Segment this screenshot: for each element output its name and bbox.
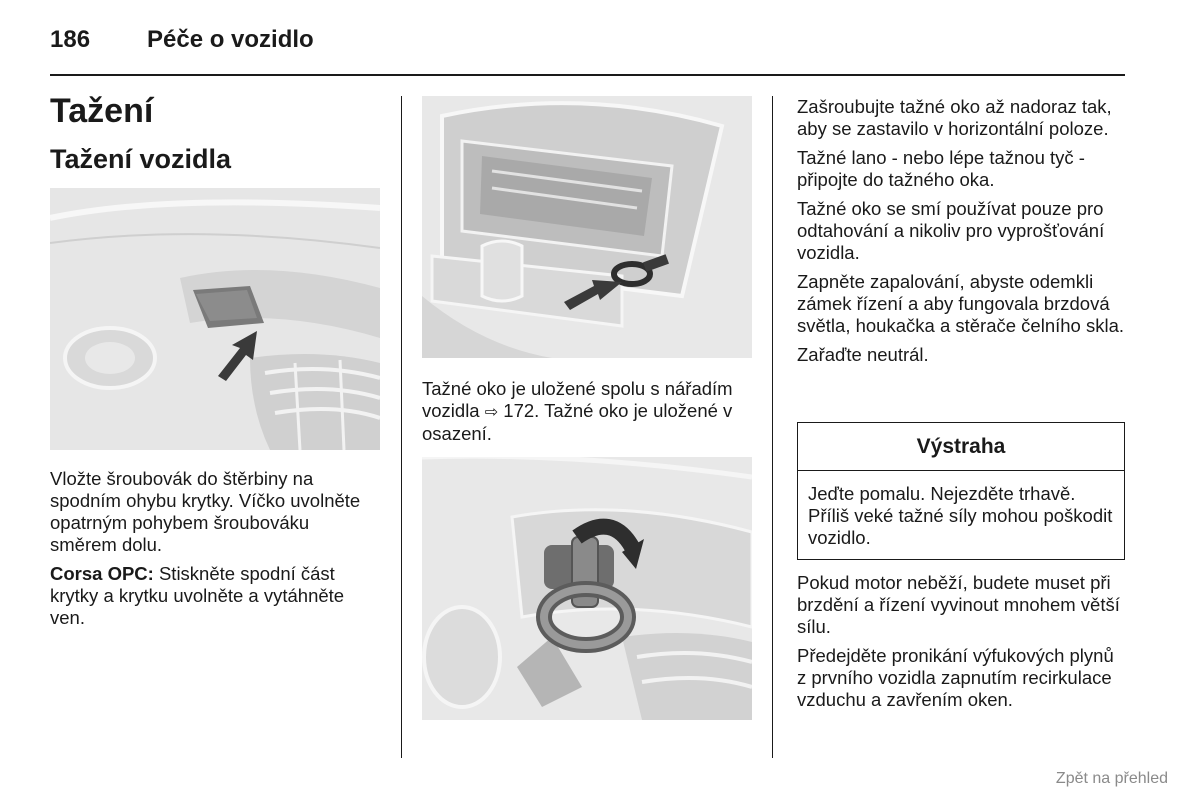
bumper-cover-illustration [50, 188, 380, 450]
opc-label: Corsa OPC: [50, 563, 154, 584]
ignition-paragraph: Zapněte zapalování, abyste odemkli zámek řízení a aby fungovala brzdová světla, houkačka a stěrače čelního skla. [797, 271, 1125, 336]
usage-paragraph: Tažné oko se smí používat pouze pro odtahování a nikoliv pro vyprošťování vozidla. [797, 198, 1105, 263]
section-title: Péče o vozidlo [147, 26, 314, 53]
subsection-title: Tažení vozidla [50, 144, 232, 174]
instruction-paragraph: Vložte šroubovák do štěrbiny na spodním ohybu krytky. Víčko uvolněte opatrným pohybem šroubováku směrem dolu. [50, 468, 361, 555]
toolkit-caption: Tažné oko je uložené spolu s nářadím vozidla ⇨ 172. Tažné oko je uložené v osazení. [422, 378, 733, 444]
tool-kit-illustration [422, 96, 752, 358]
column3-text-top [797, 96, 1127, 373]
screw-in-paragraph: Zašroubujte tažné oko až nadoraz tak, aby se zastavilo v horizontální poloze. [797, 96, 1112, 139]
column3-text-bottom [797, 572, 1127, 718]
opc-paragraph [50, 563, 380, 629]
engine-off-paragraph: Pokud motor neběží, budete muset při brzdění a řízení vyvinout mnohem větší sílu. [797, 572, 1120, 637]
opc-text: Stiskněte spodní část krytky a krytku uvolněte a vytáhněte ven. [50, 563, 345, 628]
exhaust-paragraph: Předejděte pronikání výfukových plynů z prvního vozidla zapnutím recirkulace vzduchu a zavřením oken. [797, 645, 1114, 710]
warning-title: Výstraha [798, 423, 1124, 471]
page-reference-arrow-icon: ⇨ [484, 402, 499, 421]
page-reference[interactable]: 172 [498, 400, 535, 421]
towing-eye-illustration [422, 457, 752, 720]
column1-text [50, 468, 380, 636]
page-number: 186 [50, 26, 91, 53]
rope-paragraph: Tažné lano - nebo lépe tažnou tyč - připojte do tažného oka. [797, 147, 1085, 190]
column-divider-right [772, 96, 773, 758]
neutral-paragraph: Zařaďte neutrál. [797, 344, 929, 365]
column2-caption [422, 378, 752, 452]
back-to-overview-link[interactable]: Zpět na přehled [1055, 770, 1168, 787]
header-rule [50, 74, 1125, 76]
chapter-title: Tažení [50, 92, 154, 130]
column-divider-left [401, 96, 402, 758]
warning-box [797, 422, 1125, 560]
warning-text: Jeďte pomalu. Nejezděte trhavě. Příliš veké tažné síly mohou poškodit vozidlo. [808, 483, 1113, 548]
